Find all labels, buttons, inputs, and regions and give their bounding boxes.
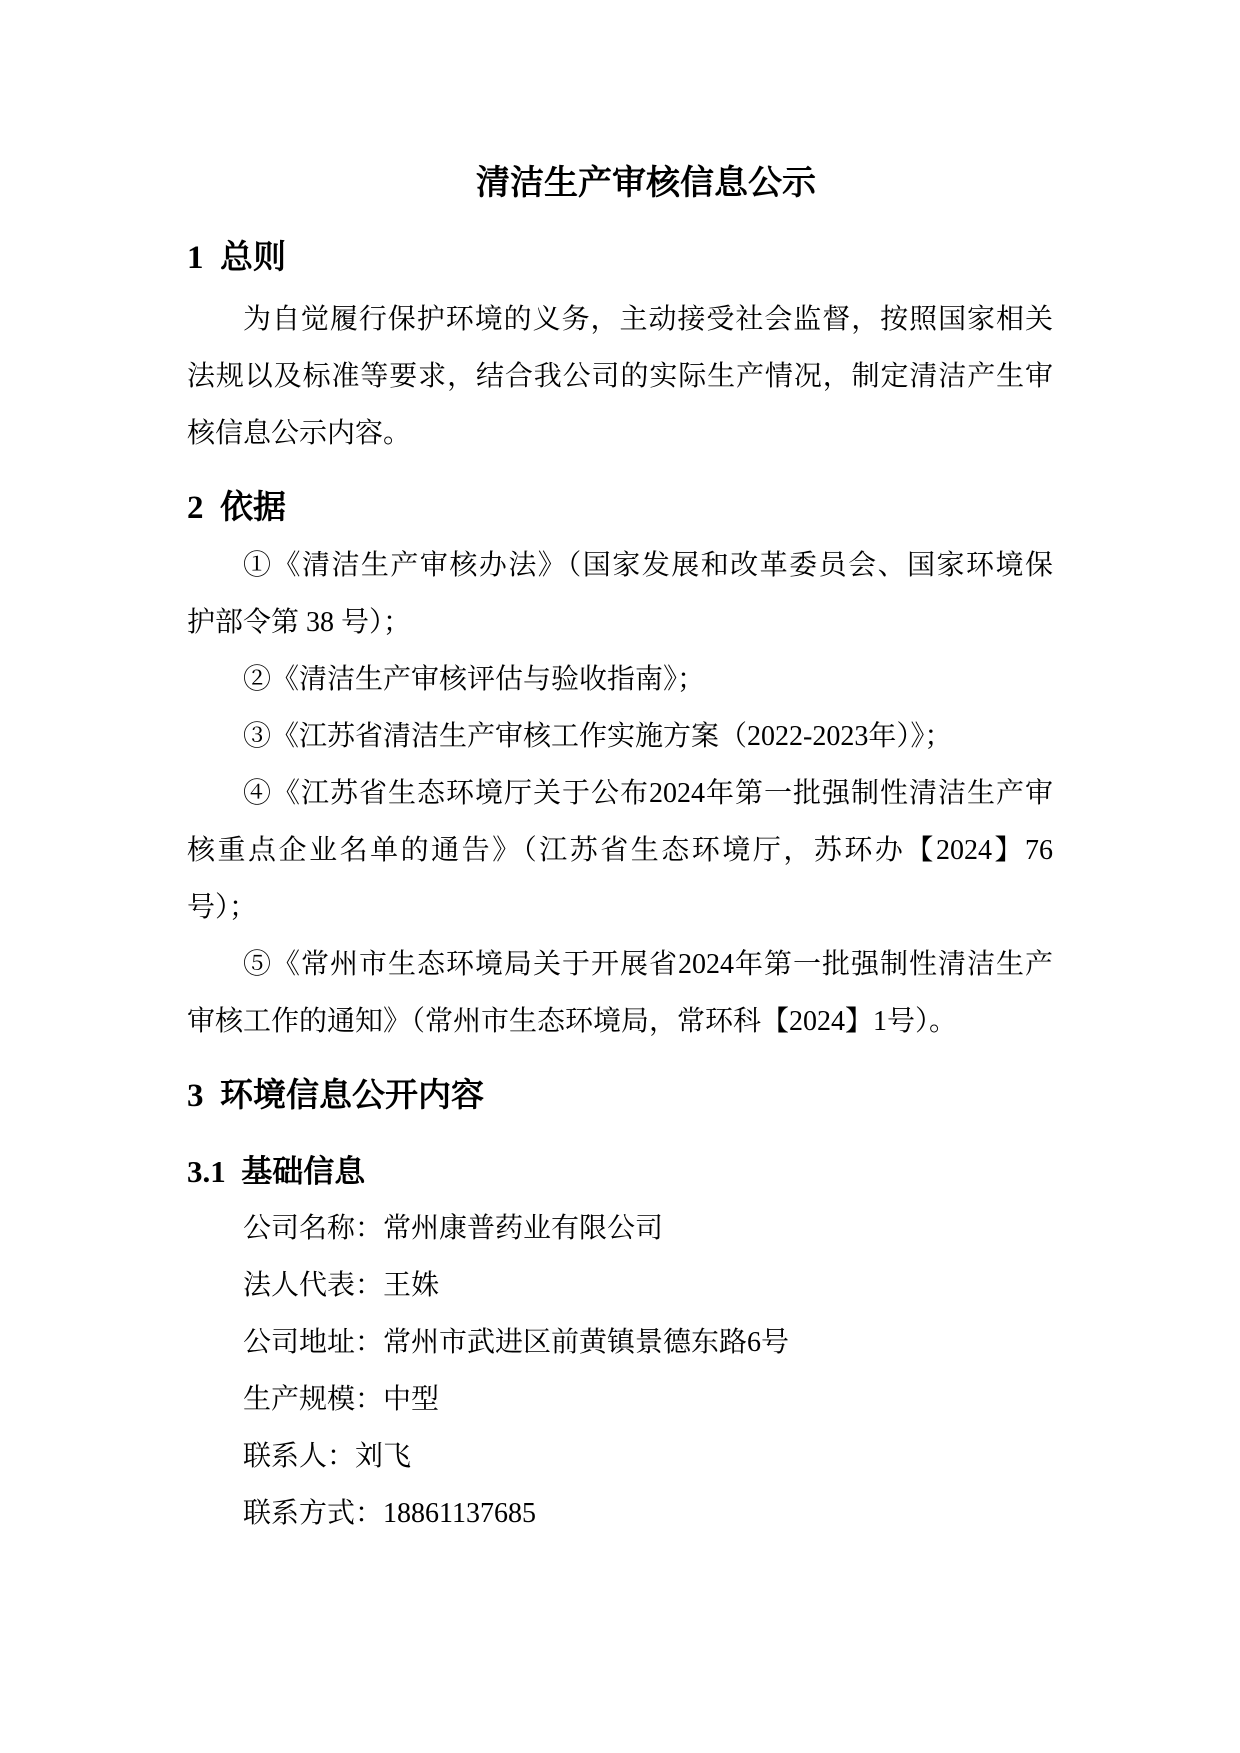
section-1-number: 1 bbox=[187, 240, 204, 276]
text-line: ④《江苏省生态环境厅关于公布2024年第一批强制性清洁生产审 bbox=[243, 778, 1053, 809]
field-value: 王姝 bbox=[383, 1270, 440, 1301]
text-line: 护部令第 38 号）； bbox=[187, 607, 412, 638]
text-line: ⑤《常州市生态环境局关于开展省2024年第一批强制性清洁生产 bbox=[243, 949, 1053, 980]
reference-item-5 bbox=[187, 936, 1053, 1050]
field-label: 联系人： bbox=[243, 1441, 356, 1472]
field-value: 刘飞 bbox=[355, 1441, 412, 1472]
text-line: 核信息公示内容。 bbox=[187, 418, 412, 449]
section-3-number: 3 bbox=[187, 1078, 204, 1114]
section-3-1-heading bbox=[187, 1143, 1053, 1200]
field-label: 公司地址： bbox=[243, 1327, 384, 1358]
section-2-number: 2 bbox=[187, 490, 204, 526]
field-label: 联系方式： bbox=[243, 1498, 384, 1529]
text-line: 法规以及标准等要求，结合我公司的实际生产情况，制定清洁产生审 bbox=[187, 361, 1053, 392]
text-line: ②《清洁生产审核评估与验收指南》； bbox=[243, 664, 706, 695]
field-legal-representative bbox=[187, 1257, 1053, 1314]
field-company-name bbox=[187, 1200, 1053, 1257]
field-value: 常州康普药业有限公司 bbox=[383, 1213, 664, 1244]
reference-item-1 bbox=[187, 537, 1053, 651]
field-contact-phone bbox=[187, 1485, 1053, 1542]
basic-info-list bbox=[187, 1200, 1053, 1542]
text-line: ①《清洁生产审核办法》（国家发展和改革委员会、国家环境保 bbox=[243, 550, 1053, 581]
field-value: 常州市武进区前黄镇景德东路6号 bbox=[383, 1327, 790, 1358]
reference-item-4 bbox=[187, 765, 1053, 936]
text-line: ③《江苏省清洁生产审核工作实施方案（2022-2023年）》； bbox=[243, 721, 953, 752]
field-value: 中型 bbox=[383, 1384, 440, 1415]
section-3-heading bbox=[187, 1068, 1053, 1125]
field-value: 18861137685 bbox=[383, 1498, 536, 1529]
section-3-heading-label: 环境信息公开内容 bbox=[220, 1078, 484, 1114]
text-line: 核重点企业名单的通告》（江苏省生态环境厅，苏环办【2024】76 bbox=[187, 835, 1053, 866]
section-3-1-number: 3.1 bbox=[187, 1154, 226, 1189]
section-3-1-heading-label: 基础信息 bbox=[241, 1154, 366, 1189]
section-2-heading bbox=[187, 480, 1053, 537]
field-label: 法人代表： bbox=[243, 1270, 384, 1301]
section-1-heading bbox=[187, 230, 1053, 287]
document-title: 清洁生产审核信息公示 bbox=[476, 165, 816, 202]
field-production-scale bbox=[187, 1371, 1053, 1428]
text-line: 审核工作的通知》（常州市生态环境局，常环科【2024】1号）。 bbox=[187, 1006, 958, 1037]
field-label: 公司名称： bbox=[243, 1213, 384, 1244]
field-contact-person bbox=[187, 1428, 1053, 1485]
section-1-heading-label: 总则 bbox=[220, 240, 286, 276]
reference-item-2 bbox=[187, 651, 1053, 708]
text-line: 为自觉履行保护环境的义务，主动接受社会监督，按照国家相关 bbox=[243, 304, 1053, 335]
field-label: 生产规模： bbox=[243, 1384, 384, 1415]
general-rules-paragraph bbox=[187, 291, 1053, 462]
field-company-address bbox=[187, 1314, 1053, 1371]
text-line: 号）； bbox=[187, 892, 258, 923]
reference-item-3 bbox=[187, 708, 1053, 765]
section-2-heading-label: 依据 bbox=[220, 490, 286, 526]
